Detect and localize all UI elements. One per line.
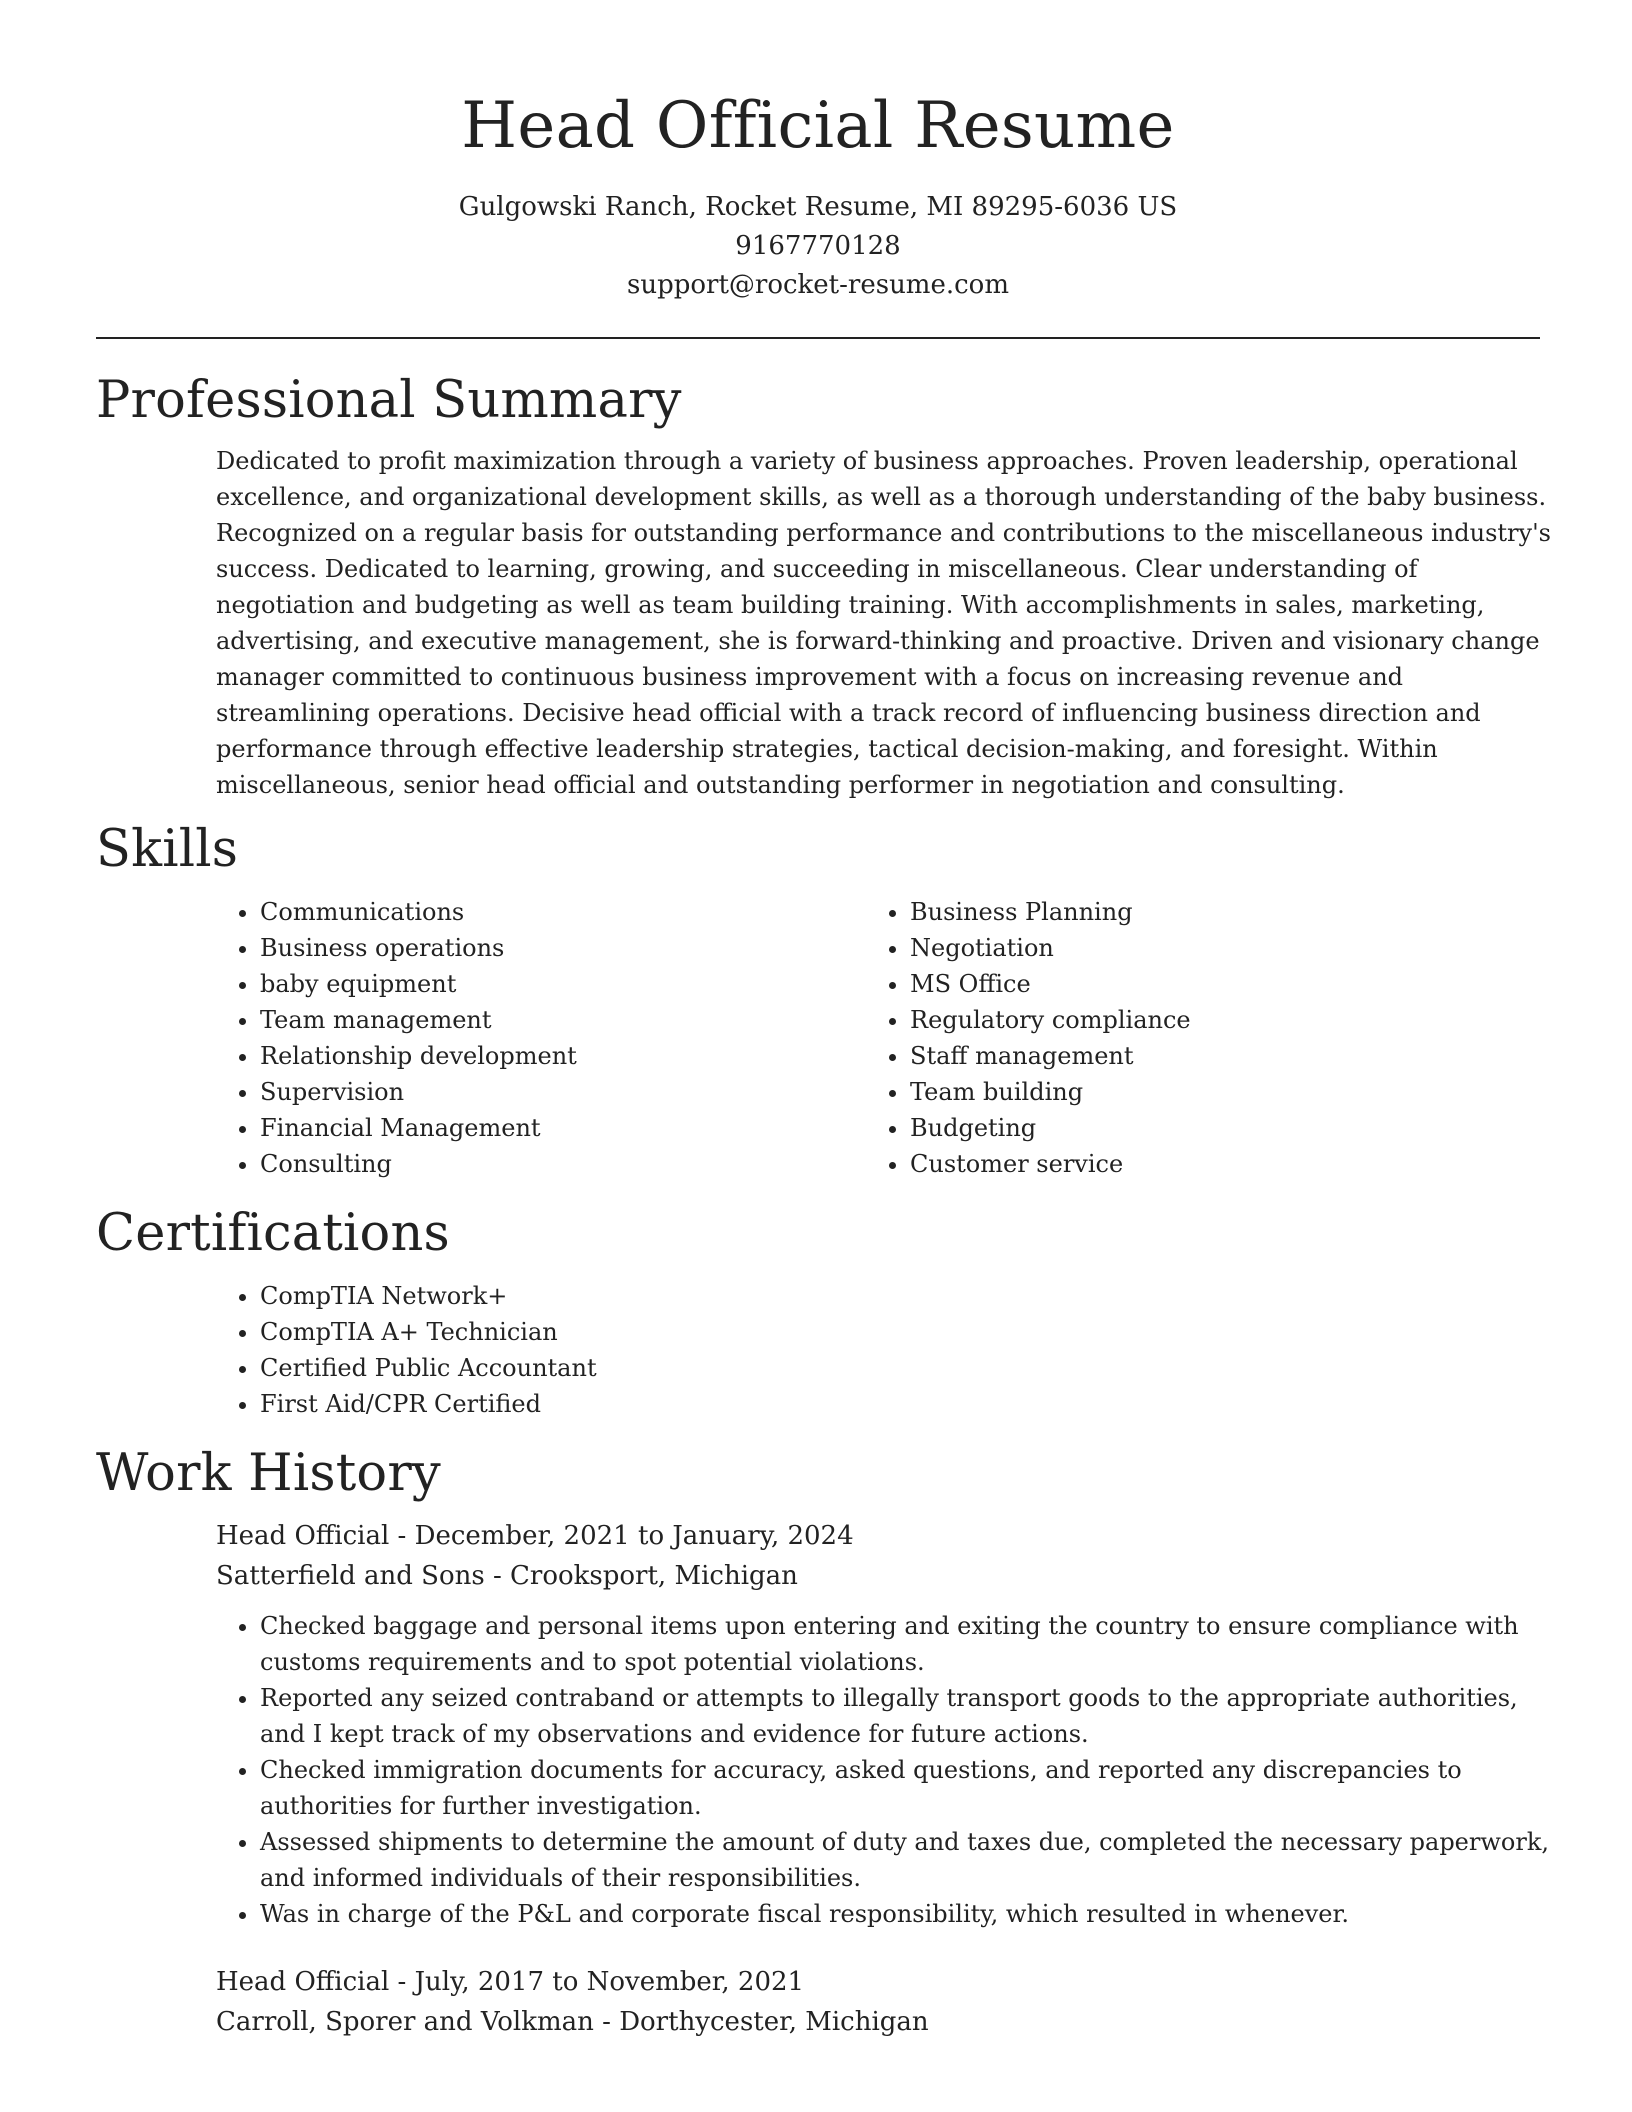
skills-section xyxy=(96,818,1540,1182)
work-history-heading: Work History xyxy=(96,1444,441,1503)
job-company: Carroll, Sporer and Volkman xyxy=(216,2007,594,2037)
skill-item: • Regulatory compliance xyxy=(910,1002,1516,1038)
job-title: Head Official xyxy=(216,1967,390,1997)
job-dates: July, 2017 to November, 2021 xyxy=(414,1967,805,1997)
job-duty-item: • Was in charge of the P&L and corporate fiscal responsibility, which resulted in whenever. xyxy=(260,1896,1552,1932)
skills-column-left xyxy=(216,894,866,1182)
skill-item: • Relationship development xyxy=(260,1038,866,1074)
work-history-section xyxy=(96,1442,1549,2042)
skills-grid xyxy=(216,894,1540,1182)
skill-item: • Team building xyxy=(910,1074,1516,1110)
skill-item: • MS Office xyxy=(910,966,1516,1002)
job-separator: - xyxy=(389,1521,415,1551)
certification-item: • First Aid/CPR Certified xyxy=(260,1386,1540,1422)
skill-item: • Negotiation xyxy=(910,930,1516,966)
skills-heading: Skills xyxy=(96,820,239,879)
skill-item: • Team management xyxy=(260,1002,866,1038)
skill-item: • Supervision xyxy=(260,1074,866,1110)
certifications-heading: Certifications xyxy=(96,1204,450,1263)
certification-item: • CompTIA A+ Technician xyxy=(260,1314,1540,1350)
job-company-line xyxy=(216,1556,1540,1596)
contact-email: support@rocket-resume.com xyxy=(626,270,1009,300)
job-title: Head Official xyxy=(216,1521,390,1551)
skill-item: • Financial Management xyxy=(260,1110,866,1146)
job-duties-list xyxy=(216,1608,1552,1932)
job-location: Dorthycester, Michigan xyxy=(619,2007,929,2037)
job-location: Crooksport, Michigan xyxy=(510,1561,798,1591)
skill-item: • Budgeting xyxy=(910,1110,1516,1146)
job-title-line xyxy=(216,1516,1540,1556)
certifications-section xyxy=(96,1202,1540,1422)
resume-title: Head Official Resume xyxy=(461,89,1175,163)
job-entry xyxy=(216,1516,1549,1932)
certifications-list xyxy=(216,1278,1540,1422)
job-company-line xyxy=(216,2002,1540,2042)
job-title-line xyxy=(216,1962,1540,2002)
job-company: Satterfield and Sons xyxy=(216,1561,485,1591)
contact-address: Gulgowski Ranch, Rocket Resume, MI 89295-6036 US xyxy=(458,192,1178,222)
job-separator: - xyxy=(593,2007,620,2037)
job-duty-item: • Assessed shipments to determine the amount of duty and taxes due, completed the necessary paperwork, and informed individuals of their responsibilities. xyxy=(260,1824,1552,1896)
skill-item: • baby equipment xyxy=(260,966,866,1002)
skill-item: • Business Planning xyxy=(910,894,1516,930)
job-dates: December, 2021 to January, 2024 xyxy=(414,1521,854,1551)
resume-header xyxy=(96,86,1540,305)
certification-item: • Certified Public Accountant xyxy=(260,1350,1540,1386)
skill-item: • Customer service xyxy=(910,1146,1516,1182)
summary-text: Dedicated to profit maximization through a variety of business approaches. Proven leadership, operational excellence, and organizational development skills, as well as a thorough understanding of the baby business. Recognized on a regular basis for outstanding performance and contributions to the miscellaneous industry's success. Dedicated to learning, growing, and succeeding in miscellaneous. Clear understanding of negotiation and budgeting as well as team building training. With accomplishments in sales, marketing, advertising, and executive management, she is forward-thinking and proactive. Driven and visionary change manager committed to continuous business improvement with a focus on increasing revenue and streamlining operations. Decisive head official with a track record of influencing business direction and performance through effective leadership strategies, tactical decision-making, and foresight. Within miscellaneous, senior head official and outstanding performer in negotiation and consulting. xyxy=(216,447,1551,799)
certification-item: • CompTIA Network+ xyxy=(260,1278,1540,1314)
resume-page xyxy=(96,0,1551,2042)
job-separator: - xyxy=(484,1561,511,1591)
skill-item: • Business operations xyxy=(260,930,866,966)
skill-item: • Staff management xyxy=(910,1038,1516,1074)
summary-section xyxy=(96,369,1551,803)
summary-heading: Professional Summary xyxy=(96,371,682,430)
contact-info xyxy=(96,188,1540,305)
job-duty-item: • Checked baggage and personal items upon entering and exiting the country to ensure compliance with customs requirements and to spot potential violations. xyxy=(260,1608,1552,1680)
skill-item: • Consulting xyxy=(260,1146,866,1182)
contact-phone: 9167770128 xyxy=(735,231,901,261)
header-divider xyxy=(96,337,1540,339)
job-duty-item: • Checked immigration documents for accuracy, asked questions, and reported any discrepancies to authorities for further investigation. xyxy=(260,1752,1552,1824)
job-duty-item: • Reported any seized contraband or attempts to illegally transport goods to the appropriate authorities, and I kept track of my observations and evidence for future actions. xyxy=(260,1680,1552,1752)
job-separator: - xyxy=(389,1967,415,1997)
skill-item: • Communications xyxy=(260,894,866,930)
skills-column-right xyxy=(866,894,1516,1182)
job-entry xyxy=(216,1962,1540,2042)
